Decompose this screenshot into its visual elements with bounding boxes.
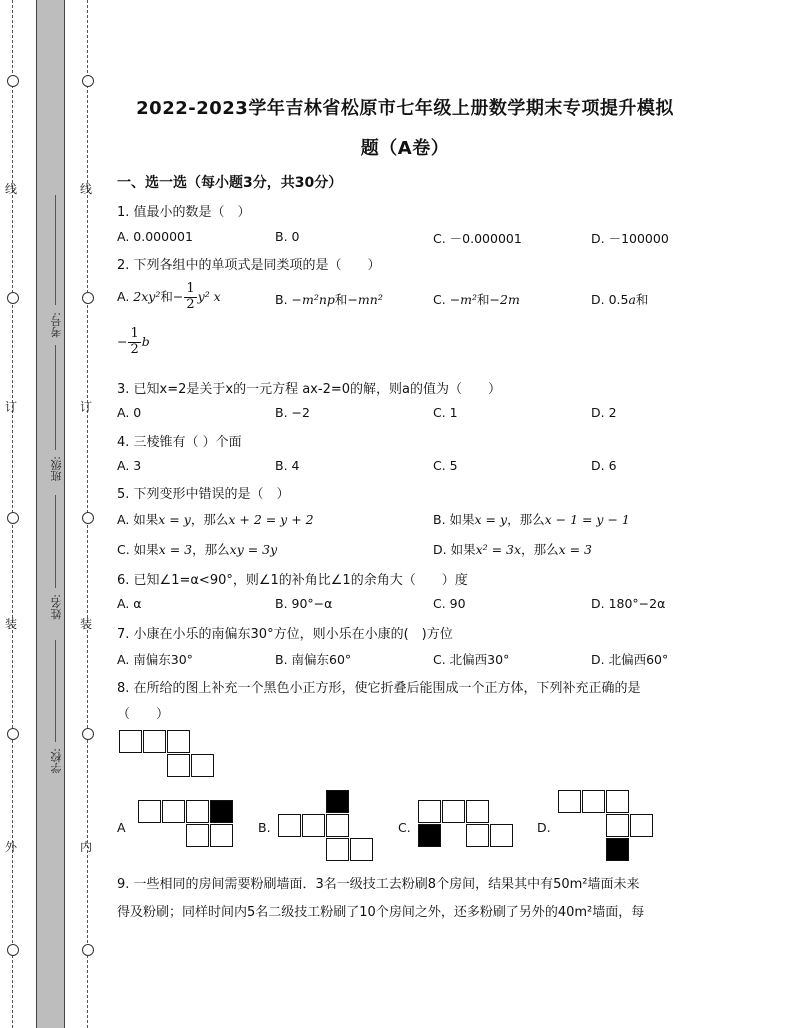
paper-title: 2022-2023学年吉林省松原市七年级上册数学期末专项提升模拟 xyxy=(136,98,674,119)
margin-char: 外 xyxy=(5,840,18,854)
q2-a-label: A. xyxy=(117,288,134,304)
margin-char: 内 xyxy=(80,840,93,854)
q7-option-a: A. 南偏东30° xyxy=(117,652,193,667)
q2-option-d-cont: − $\frac{1}{2}$ b xyxy=(117,326,150,357)
question-9-line1: 9. 一些相同的房间需要粉刷墙面．3名一级技工去粉刷8个房间，结果其中有50m²墙面未来 xyxy=(117,877,640,892)
hole-icon xyxy=(7,75,19,87)
q6-option-a: A. α xyxy=(117,596,142,611)
q8-option-a-label: A xyxy=(117,820,126,835)
section-heading: 一、选一选（每小题3分，共30分） xyxy=(117,175,343,191)
school-label: 学校: xyxy=(50,748,63,774)
question-5: 5. 下列变形中错误的是（ ） xyxy=(117,487,290,502)
q1-option-c: C. －0.000001 xyxy=(433,231,522,246)
question-1: 1. 值最小的数是（ ） xyxy=(117,205,251,220)
hole-icon xyxy=(82,292,94,304)
q3-option-d: D. 2 xyxy=(591,405,617,420)
hole-icon xyxy=(7,292,19,304)
hole-icon xyxy=(7,512,19,524)
q5-option-c: C. 如果x = 3，那么xy = 3y xyxy=(117,542,278,557)
binding-band xyxy=(36,0,65,1028)
q2-fraction: $\frac{1}{2}$ xyxy=(186,281,195,312)
q2-option-a: A. 2xy²和− $\frac{1}{2}$ y² x xyxy=(117,281,221,312)
question-8-paren: （ ） xyxy=(117,707,170,722)
q5-option-b: B. 如果x = y，那么x − 1 = y − 1 xyxy=(433,512,630,527)
q4-option-b: B. 4 xyxy=(275,458,300,473)
q6-option-c: C. 90 xyxy=(433,596,466,611)
q2-option-b: B. −m²np和−mn² xyxy=(275,292,383,307)
q6-option-b: B. 90°−α xyxy=(275,596,333,611)
hole-icon xyxy=(82,728,94,740)
q8-option-d-label: D. xyxy=(537,820,551,835)
margin-char: 订 xyxy=(80,400,93,414)
name-line xyxy=(55,495,56,588)
margin-char: 线 xyxy=(80,182,93,196)
school-line xyxy=(55,640,56,742)
q7-option-b: B. 南偏东60° xyxy=(275,652,352,667)
margin-char: 线 xyxy=(5,182,18,196)
q6-option-d: D. 180°−2α xyxy=(591,596,666,611)
question-7: 7. 小康在小乐的南偏东30°方位，则小乐在小康的( )方位 xyxy=(117,627,453,642)
q8-option-b-label: B. xyxy=(258,820,271,835)
q3-option-c: C. 1 xyxy=(433,405,458,420)
exam-number-label: 考号: xyxy=(50,312,63,338)
q7-option-c: C. 北偏西30° xyxy=(433,652,510,667)
q4-option-a: A. 3 xyxy=(117,458,142,473)
q2-option-d: D. 0.5a和 xyxy=(591,292,649,307)
q3-option-b: B. −2 xyxy=(275,405,310,420)
q4-option-d: D. 6 xyxy=(591,458,617,473)
q2-a-and: 和 xyxy=(160,288,173,304)
q1-option-d: D. －100000 xyxy=(591,231,669,246)
hole-icon xyxy=(7,728,19,740)
hole-icon xyxy=(7,944,19,956)
exam-number-line xyxy=(55,195,56,305)
hole-icon xyxy=(82,75,94,87)
margin-char: 订 xyxy=(5,400,18,414)
q4-option-c: C. 5 xyxy=(433,458,458,473)
q2-option-c: C. −m²和−2m xyxy=(433,292,520,307)
question-4: 4. 三棱锥有（ ）个面 xyxy=(117,435,242,450)
class-label: 班级: xyxy=(50,456,63,482)
question-2: 2. 下列各组中的单项式是同类项的是（ ） xyxy=(117,258,381,273)
margin-char: 装 xyxy=(80,617,93,631)
question-8: 8. 在所给的图上补充一个黑色小正方形，使它折叠后能围成一个正方体，下列补充正确的是 xyxy=(117,681,641,696)
paper-title-cont: 题（A卷） xyxy=(360,138,450,159)
q7-option-d: D. 北偏西60° xyxy=(591,652,669,667)
question-6: 6. 已知∠1=α<90°，则∠1的补角比∠1的余角大（ ）度 xyxy=(117,573,468,588)
q5-option-d: D. 如果x² = 3x，那么x = 3 xyxy=(433,542,593,557)
q1-option-b: B. 0 xyxy=(275,229,300,244)
question-9-line2: 得及粉刷；同样时间内5名二级技工粉刷了10个房间之外，还多粉刷了另外的40m²墙面，每 xyxy=(117,905,645,920)
hole-icon xyxy=(82,512,94,524)
question-3: 3. 已知x=2是关于x的一元方程 ax-2=0的解，则a的值为（ ） xyxy=(117,382,501,397)
class-line xyxy=(55,345,56,450)
margin-char: 装 xyxy=(5,617,18,631)
q1-option-a: A. 0.000001 xyxy=(117,229,193,244)
q8-option-c-label: C. xyxy=(398,820,411,835)
name-label: 姓名: xyxy=(50,594,63,620)
q3-option-a: A. 0 xyxy=(117,405,142,420)
hole-icon xyxy=(82,944,94,956)
q5-option-a: A. 如果x = y，那么x + 2 = y + 2 xyxy=(117,512,314,527)
